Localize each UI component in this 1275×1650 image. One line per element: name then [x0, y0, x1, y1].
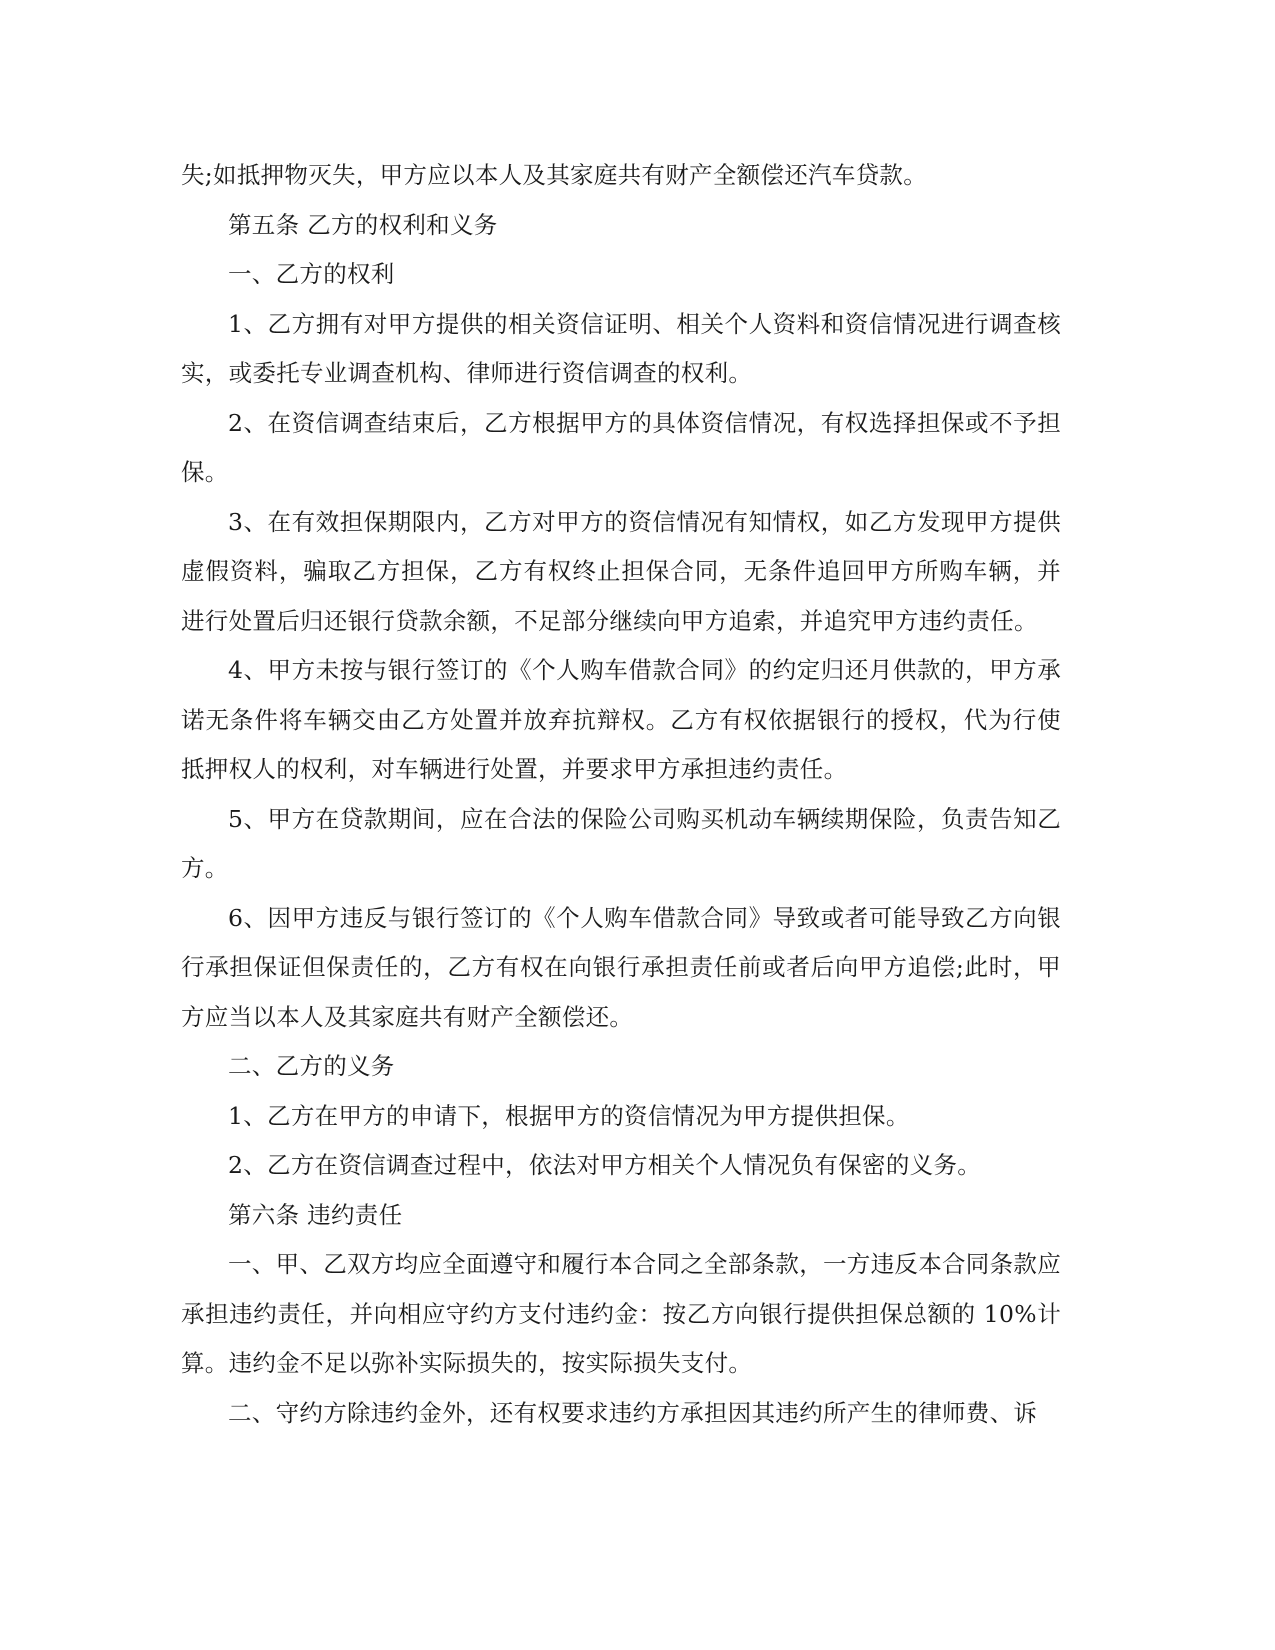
rights-item-3: 3、在有效担保期限内，乙方对甲方的资信情况有知情权，如乙方发现甲方提供虚假资料，骗取乙方担保，乙方有权终止担保合同，无条件追回甲方所购车辆，并进行处置后归还银行贷款余额，不足部分继续向甲方追索，并追究甲方违约责任。	[181, 507, 1061, 635]
article-6-heading: 第六条 违约责任	[228, 1200, 403, 1229]
rights-item-2: 2、在资信调查结束后，乙方根据甲方的具体资信情况，有权选择担保或不予担保。	[181, 408, 1061, 486]
rights-item-1: 1、乙方拥有对甲方提供的相关资信证明、相关个人资料和资信情况进行调查核实，或委托专业调查机构、律师进行资信调查的权利。	[181, 309, 1061, 387]
liability-item-1: 一、甲、乙双方均应全面遵守和履行本合同之全部条款，一方违反本合同条款应承担违约责任，并向相应守约方支付违约金：按乙方向银行提供担保总额的 10%计算。违约金不足以弥补实际损失的，按实际损失支付。	[181, 1250, 1061, 1377]
rights-item-5: 5、甲方在贷款期间，应在合法的保险公司购买机动车辆续期保险，负责告知乙方。	[181, 804, 1061, 882]
rights-item-4: 4、甲方未按与银行签订的《个人购车借款合同》的约定归还月供款的，甲方承诺无条件将车辆交由乙方处置并放弃抗辩权。乙方有权依据银行的授权，代为行使抵押权人的权利，对车辆进行处置，并要求甲方承担违约责任。	[181, 656, 1061, 783]
rights-item-6: 6、因甲方违反与银行签订的《个人购车借款合同》导致或者可能导致乙方向银行承担保证但保责任的，乙方有权在向银行承担责任前或者后向甲方追偿;此时，甲方应当以本人及其家庭共有财产全额偿还。	[181, 903, 1061, 1031]
section-obligations-heading: 二、乙方的义务	[228, 1052, 395, 1080]
paragraph-continuation: 失;如抵押物灭失，甲方应以本人及其家庭共有财产全额偿还汽车贷款。	[181, 161, 928, 189]
obligations-item-1: 1、乙方在甲方的申请下，根据甲方的资信情况为甲方提供担保。	[228, 1101, 910, 1130]
document-body	[181, 151, 1061, 1438]
article-5-heading: 第五条 乙方的权利和义务	[228, 210, 498, 239]
section-rights-heading: 一、乙方的权利	[228, 260, 395, 288]
liability-item-2: 二、守约方除违约金外，还有权要求违约方承担因其违约所产生的律师费、诉	[228, 1398, 1038, 1427]
obligations-item-2: 2、乙方在资信调查过程中，依法对甲方相关个人情况负有保密的义务。	[228, 1151, 982, 1179]
